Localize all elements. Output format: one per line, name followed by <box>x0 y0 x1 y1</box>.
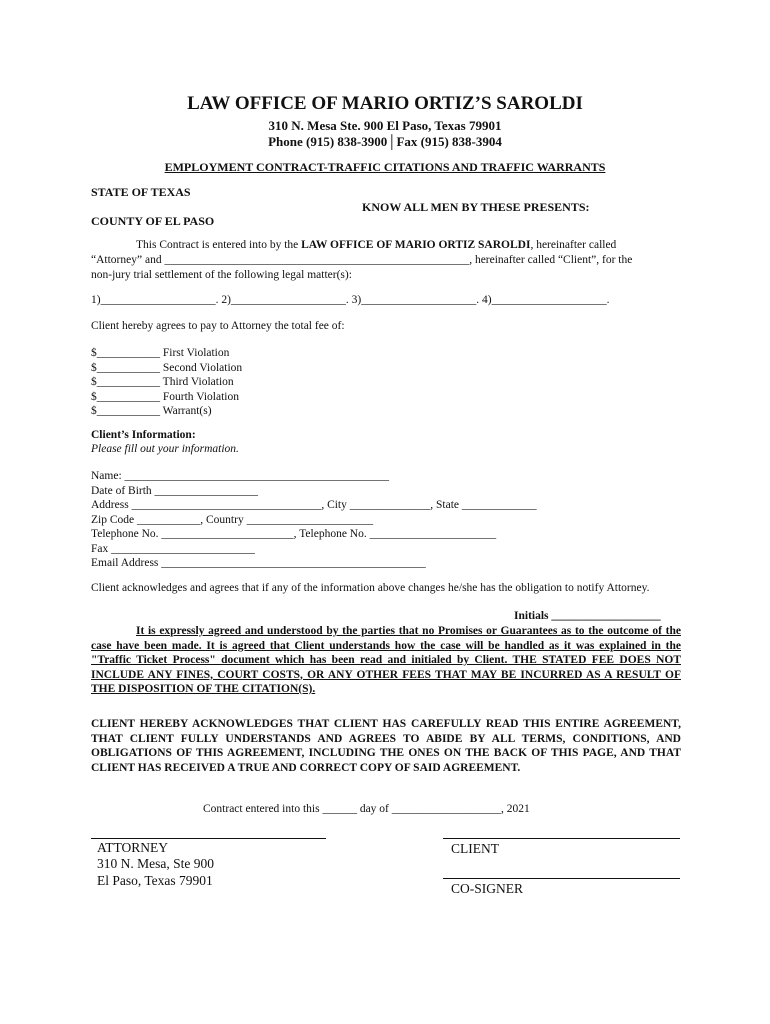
fee-fourth-violation[interactable]: $___________ Fourth Violation <box>91 390 239 403</box>
fee-second-violation[interactable]: $___________ Second Violation <box>91 361 243 374</box>
acknowledge-paragraph: Client acknowledges and agrees that if any of the information above changes he/she has the obligation to notify Attorney. <box>91 582 650 594</box>
name-field[interactable]: Name: ______________________________________________ <box>91 470 390 482</box>
fee-intro: Client hereby agrees to pay to Attorney the total fee of: <box>91 320 345 332</box>
state-label: STATE OF TEXAS <box>91 185 191 199</box>
legal-matters-line[interactable]: 1)____________________. 2)____________________. 3)____________________. 4)____________________. <box>91 294 610 306</box>
agreement-paragraph: It is expressly agreed and understood by the parties that no Promises or Guarantees as to the outcome of the case have been made. It is agreed that Client understands how the case will be handled as it was explained in the "Traffic Ticket Process" document which has been read and initialed by Client. THE STATED FEE DOES NOT INCLUDE ANY FINES, COURT COSTS, OR ANY OTHER FEES THAT MAY BE INCURRED AS A RESULT OF THE DISPOSITION OF THE CITATION(S). <box>91 625 681 695</box>
fee-third-violation[interactable]: $___________ Third Violation <box>91 376 234 388</box>
intro-firm-name: LAW OFFICE OF MARIO ORTIZ SAROLDI <box>301 239 531 251</box>
attorney-address-1: 310 N. Mesa, Ste 900 <box>97 856 214 871</box>
fee-first-violation[interactable]: $___________ First Violation <box>91 347 230 359</box>
firm-address: 310 N. Mesa Ste. 900 El Paso, Texas 79901 <box>268 118 502 133</box>
contract-date-line[interactable]: Contract entered into this ______ day of ___________________, 2021 <box>203 803 530 815</box>
zip-country-field[interactable]: Zip Code ___________, Country ______________________ <box>91 513 374 526</box>
intro-text-a: This Contract is entered into by the <box>136 239 302 251</box>
firm-phone-fax: Phone (915) 838-3900│Fax (915) 838-3904 <box>268 134 502 149</box>
telephone-field[interactable]: Telephone No. _______________________, Telephone No. ______________________ <box>91 528 497 540</box>
intro-line-1 <box>136 239 616 251</box>
initials-field[interactable]: Initials ___________________ <box>514 610 661 622</box>
fax-field[interactable]: Fax _________________________ <box>91 542 255 555</box>
intro-line-2: “Attorney” and _____________________________________________________, hereinafter called “Client”, for the <box>91 254 633 266</box>
date-of-birth-field[interactable]: Date of Birth __________________ <box>91 484 259 497</box>
attorney-label: ATTORNEY <box>97 840 169 855</box>
client-signature-line[interactable] <box>443 838 680 839</box>
intro-line-3: non-jury trial settlement of the following legal matter(s): <box>91 269 352 281</box>
cosigner-signature-line[interactable] <box>443 878 680 879</box>
client-label: CLIENT <box>451 841 499 856</box>
county-label: COUNTY OF EL PASO <box>91 214 215 228</box>
cosigner-label: CO-SIGNER <box>451 881 524 896</box>
address-city-state-field[interactable]: Address _________________________________, City ______________, State _____________ <box>91 499 537 511</box>
client-info-title: Client’s Information: <box>91 429 196 441</box>
client-info-fields <box>91 469 537 571</box>
fee-list <box>91 346 242 419</box>
know-all-men-label: KNOW ALL MEN BY THESE PRESENTS: <box>362 200 590 214</box>
fee-warrants[interactable]: $___________ Warrant(s) <box>91 405 212 417</box>
email-field[interactable]: Email Address ______________________________________________ <box>91 557 426 569</box>
client-acknowledgement: CLIENT HEREBY ACKNOWLEDGES THAT CLIENT HAS CAREFULLY READ THIS ENTIRE AGREEMENT, THAT CLIENT FULLY UNDERSTANDS AND AGREES TO ABIDE BY ALL TERMS, CONDITIONS, AND OBLIGATIONS OF THIS AGREEMENT, INCLUDING THE ONES ON THE BACK OF THIS PAGE, AND THAT CLIENT HAS RECEIVED A TRUE AND CORRECT COPY OF SAID AGREEMENT. <box>91 718 681 774</box>
attorney-signature-line[interactable] <box>91 838 326 839</box>
contract-heading: EMPLOYMENT CONTRACT-TRAFFIC CITATIONS AND TRAFFIC WARRANTS <box>164 160 606 174</box>
firm-name: LAW OFFICE OF MARIO ORTIZ’S SAROLDI <box>187 93 583 114</box>
client-info-subtitle: Please fill out your information. <box>91 443 239 455</box>
attorney-address-2: El Paso, Texas 79901 <box>97 873 213 888</box>
intro-text-b: , hereinafter called <box>530 239 617 251</box>
